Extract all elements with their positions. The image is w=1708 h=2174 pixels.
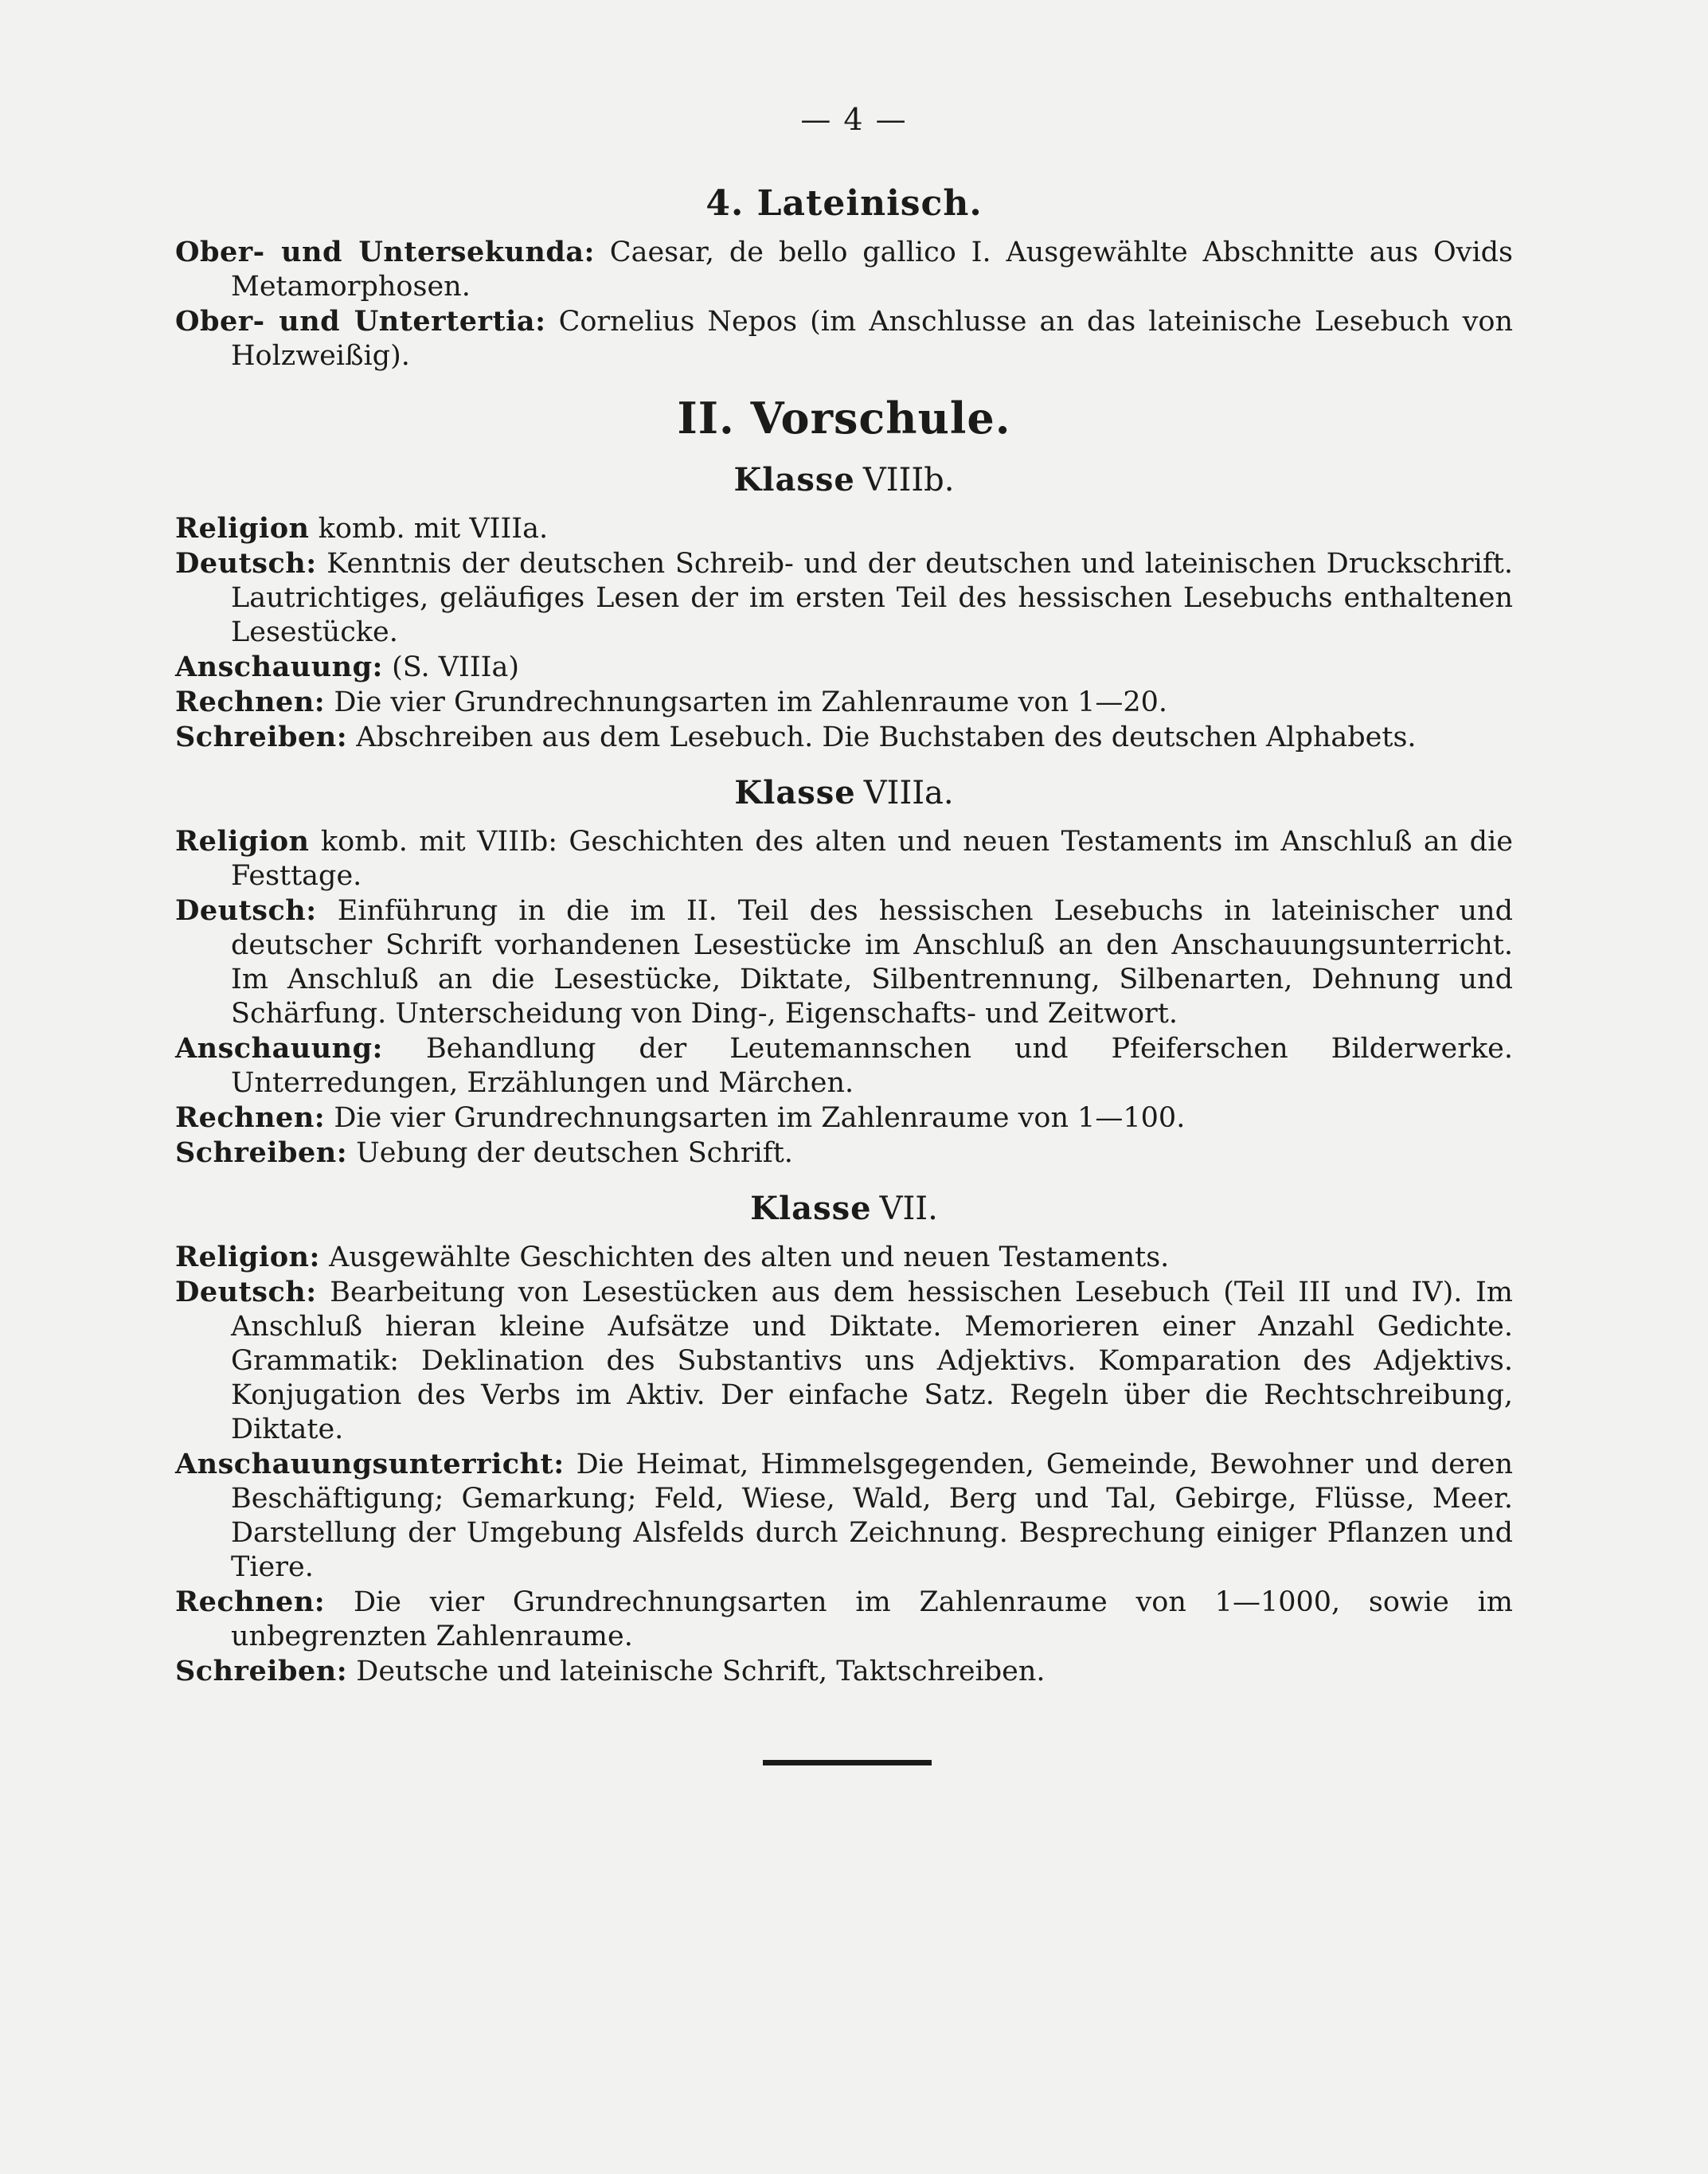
- viiib-schreiben: [175, 720, 1513, 755]
- entry-subject: Schreiben:: [175, 1136, 348, 1169]
- entry-text: komb. mit VIIIa.: [309, 513, 549, 545]
- class-name: VIIIb.: [862, 462, 955, 499]
- viiia-rechnen: [175, 1101, 1513, 1136]
- entry-subject: Religion: [175, 825, 310, 858]
- viiia-schreiben: [175, 1136, 1513, 1171]
- entry-text: (S. VIIIa): [382, 651, 520, 683]
- entry-subject: Schreiben:: [175, 721, 348, 753]
- entry-subject: Ober- und Untersekunda:: [175, 236, 595, 268]
- entry-subject: Religion: [175, 512, 310, 545]
- end-rule: [763, 1760, 932, 1765]
- viiia-deutsch: [175, 893, 1513, 1031]
- class-heading-viiib: [175, 461, 1513, 499]
- class-label: Klasse: [733, 461, 855, 499]
- entry-text: Behandlung der Leutemannschen und Pfeiferschen Bilderwerke. Unterredungen, Erzählungen und Märchen.: [231, 1033, 1513, 1099]
- entry-subject: Schreiben:: [175, 1655, 348, 1687]
- class-heading-viiia: [175, 774, 1513, 811]
- entry-text: komb. mit VIIIb: Geschichten des alten und neuen Testaments im Anschluß an die Festtage.: [231, 826, 1513, 892]
- entry-text: Kenntnis der deutschen Schreib- und der deutschen und lateinischen Druckschrift. Lautrichtiges, geläufiges Lesen der im ersten Teil des hessischen Lesebuchs enthaltenen Lesestücke.: [231, 548, 1513, 648]
- viiia-religion: [175, 824, 1513, 893]
- entry-text: Ausgewählte Geschichten des alten und neuen Testaments.: [319, 1241, 1170, 1273]
- vii-schreiben: [175, 1654, 1513, 1689]
- entry-subject: Ober- und Untertertia:: [175, 305, 546, 338]
- entry-subject: Deutsch:: [175, 547, 317, 580]
- viiib-rechnen: [175, 685, 1513, 720]
- class-label: Klasse: [750, 1190, 872, 1227]
- entry-text: Die Heimat, Himmelsgegenden, Gemeinde, Bewohner und deren Beschäftigung; Gemarkung; Feld, Wiese, Wald, Berg und Tal, Gebirge, Flüsse, Meer. Darstellung der Umgebung Alsfelds durch Zeichnung. Besprechung einiger Pflanzen und Tiere.: [231, 1449, 1513, 1583]
- entry-text: Die vier Grundrechnungsarten im Zahlenraume von 1—1000, sowie im unbegrenzten Zahlenraume.: [231, 1586, 1513, 1652]
- entry-subject: Rechnen:: [175, 1586, 326, 1618]
- entry-text: Uebung der deutschen Schrift.: [347, 1137, 793, 1169]
- entry-subject: Deutsch:: [175, 1276, 317, 1308]
- entry-text: Die vier Grundrechnungsarten im Zahlenraume von 1—20.: [325, 686, 1168, 718]
- page-number: — 4 —: [800, 102, 908, 137]
- viiib-anschauung: [175, 650, 1513, 685]
- entry-text: Abschreiben aus dem Lesebuch. Die Buchstaben des deutschen Alphabets.: [347, 721, 1417, 753]
- vii-religion: [175, 1240, 1513, 1275]
- entry-text: Cornelius Nepos (im Anschlusse an das lateinische Lesebuch von Holzweißig).: [231, 306, 1513, 372]
- entry-subject: Anschauung:: [175, 1032, 383, 1065]
- class-heading-vii: [175, 1190, 1513, 1227]
- vii-deutsch: [175, 1275, 1513, 1447]
- page-content: [175, 183, 1513, 1689]
- class-label: Klasse: [734, 774, 856, 811]
- latin-entry-2: [175, 304, 1513, 373]
- viiib-religion: [175, 511, 1513, 546]
- entry-subject: Rechnen:: [175, 1101, 326, 1134]
- entry-text: Die vier Grundrechnungsarten im Zahlenraume von 1—100.: [325, 1102, 1186, 1134]
- entry-text: Caesar, de bello gallico I. Ausgewählte Abschnitte aus Ovids Metamorphosen.: [231, 237, 1514, 303]
- entry-subject: Rechnen:: [175, 686, 326, 718]
- entry-text: Bearbeitung von Lesestücken aus dem hessischen Lesebuch (Teil III und IV). Im Anschluß hieran kleine Aufsätze und Diktate. Memorieren einer Anzahl Gedichte. Grammatik: Deklination des Substantivs uns Adjektivs. Komparation des Adjektivs. Konjugation des Verbs im Aktiv. Der einfache Satz. Regeln über die Rechtschreibung, Diktate.: [231, 1277, 1513, 1445]
- vorschule-heading: II. Vorschule.: [677, 393, 1011, 444]
- spacer: [175, 1171, 1513, 1185]
- entry-subject: Anschauung:: [175, 651, 383, 683]
- vii-anschauungsunterricht: [175, 1447, 1513, 1585]
- viiia-anschauung: [175, 1031, 1513, 1101]
- vii-rechnen: [175, 1585, 1513, 1654]
- spacer: [175, 755, 1513, 769]
- class-name: VII.: [879, 1191, 938, 1227]
- viiib-deutsch: [175, 546, 1513, 650]
- latin-heading: 4. Lateinisch.: [705, 183, 983, 224]
- entry-text: Deutsche und lateinische Schrift, Taktschreiben.: [347, 1656, 1046, 1687]
- entry-text: Einführung in die im II. Teil des hessischen Lesebuchs in lateinischer und deutscher Schrift vorhandenen Lesestücke im Anschluß an den Anschauungsunterricht. Im Anschluß an die Lesestücke, Diktate, Silbentrennung, Silbenarten, Dehnung und Schärfung. Unterscheidung von Ding-, Eigenschafts- und Zeitwort.: [231, 895, 1513, 1030]
- entry-subject: Deutsch:: [175, 894, 317, 927]
- entry-subject: Anschauungsunterricht:: [175, 1448, 565, 1480]
- entry-subject: Religion:: [175, 1241, 320, 1273]
- class-name: VIIIa.: [863, 775, 954, 811]
- latin-entry-1: [175, 235, 1513, 304]
